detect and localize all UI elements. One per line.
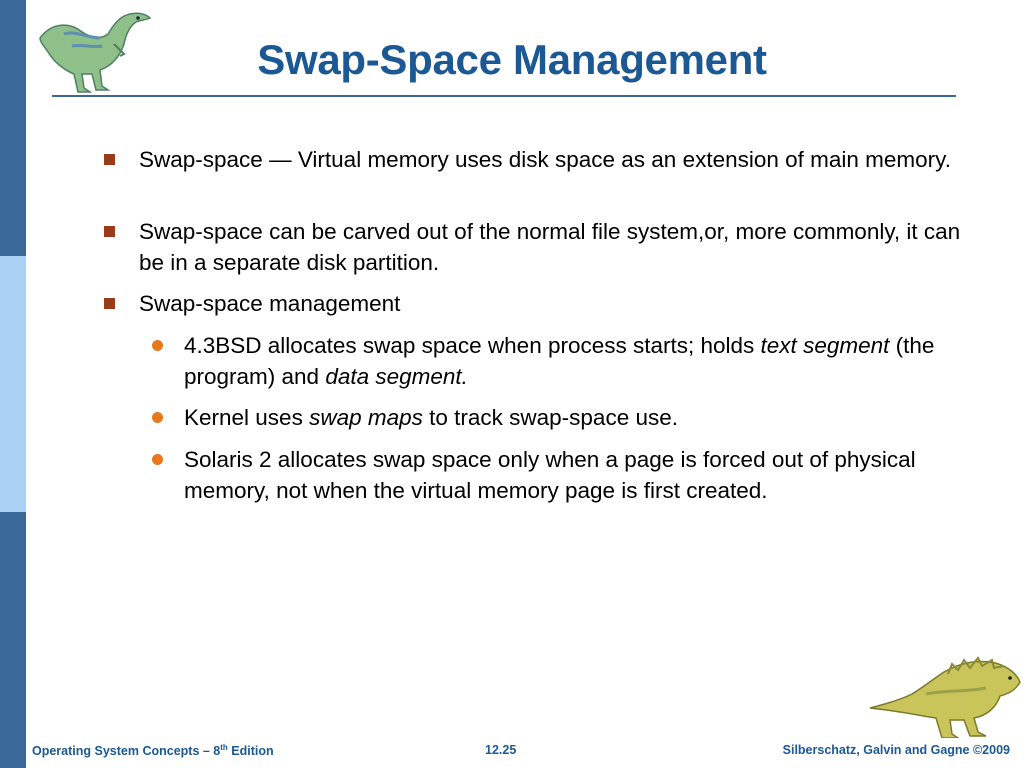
side-band-bottom bbox=[0, 512, 26, 768]
square-bullet-icon bbox=[104, 226, 115, 237]
footer-book-title bbox=[32, 743, 274, 758]
emphasis-text: swap maps bbox=[309, 405, 423, 430]
dinosaur-bottom-icon bbox=[866, 654, 1024, 738]
emphasis-text: text segment bbox=[760, 333, 890, 358]
bullet-item: Swap-space management bbox=[139, 291, 401, 316]
footer-book-edition: Edition bbox=[227, 744, 274, 759]
sub-bullet-item: Solaris 2 allocates swap space only when a page is forced out of physical memory, not when the virtual memory page is first created. bbox=[184, 447, 916, 503]
sub-bullet-item bbox=[184, 402, 1004, 433]
dot-bullet-icon bbox=[152, 340, 163, 351]
sub-bullet-text: 4.3BSD allocates swap space when process starts; holds bbox=[184, 333, 761, 358]
footer-book-superscript: th bbox=[220, 743, 228, 752]
title-divider bbox=[52, 95, 956, 97]
footer-authors: Silberschatz, Galvin and Gagne ©2009 bbox=[782, 743, 1010, 757]
sub-bullet-text: (the program) and bbox=[184, 333, 935, 389]
sub-bullet-text: Kernel uses bbox=[184, 405, 310, 430]
bullet-item: Swap-space can be carved out of the normal file system,or, more commonly, it can be in a separate disk partition. bbox=[139, 219, 961, 275]
dot-bullet-icon bbox=[152, 412, 163, 423]
sub-bullet-item bbox=[184, 330, 1004, 392]
footer-page-number: 12.25 bbox=[485, 743, 517, 757]
dot-bullet-icon bbox=[152, 454, 163, 465]
side-band-middle bbox=[0, 256, 26, 512]
square-bullet-icon bbox=[104, 298, 115, 309]
footer-book-text: Operating System Concepts – 8 bbox=[32, 744, 221, 759]
square-bullet-icon bbox=[104, 154, 115, 165]
sub-bullet-text: to track swap-space use. bbox=[422, 405, 678, 430]
emphasis-text: data segment. bbox=[325, 364, 468, 389]
slide-title: Swap-Space Management bbox=[257, 36, 767, 83]
bullet-item: Swap-space — Virtual memory uses disk space as an extension of main memory. bbox=[139, 147, 952, 172]
